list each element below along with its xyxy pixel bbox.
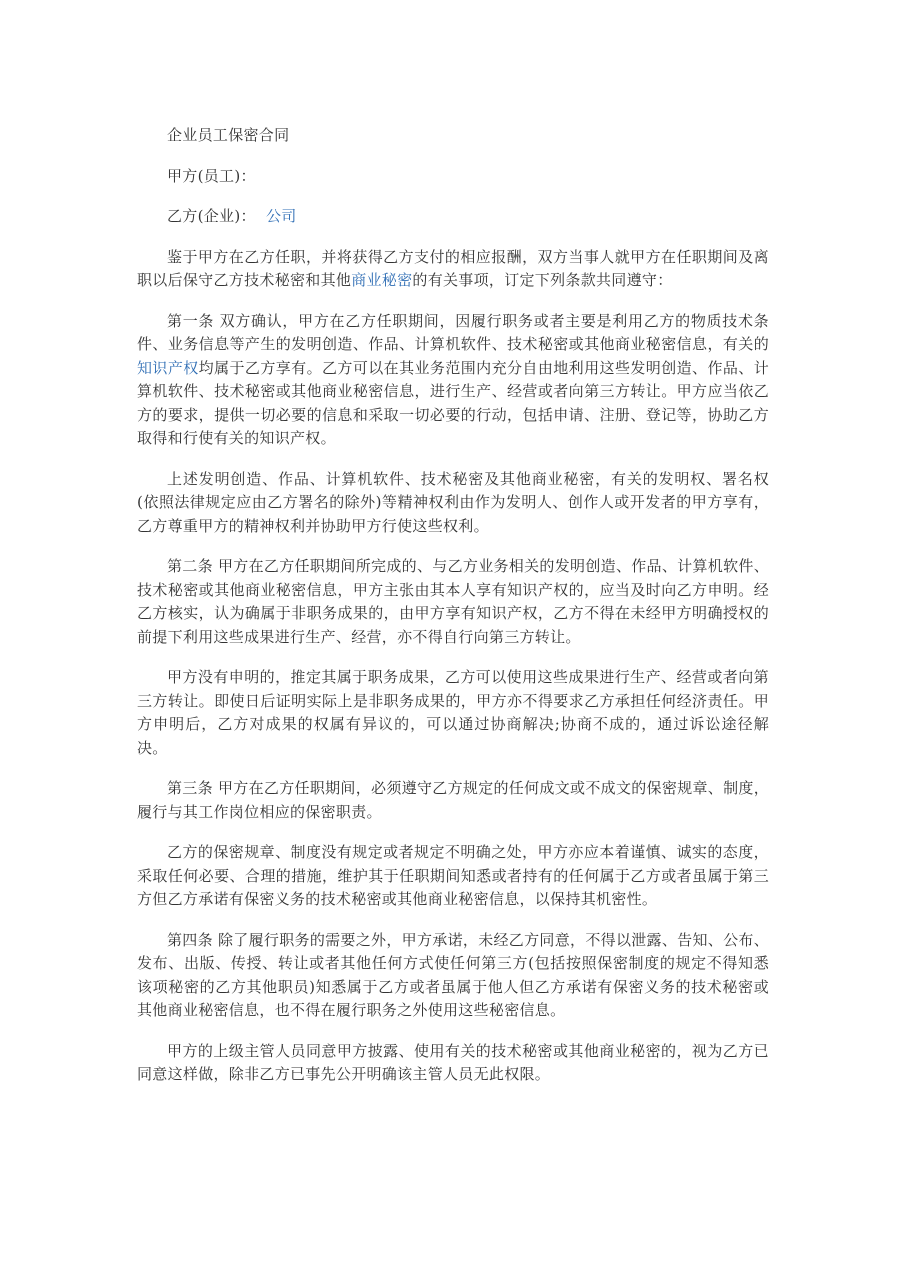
party-a-line: 甲方(员工)： <box>167 166 256 185</box>
undeclared-results-paragraph: 甲方没有申明的，推定其属于职务成果，乙方可以使用这些成果进行生产、经营或者向第三方转让。即使日后证明实际上是非职务成果的，甲方亦不得要求乙方承担任何经济责任。甲方申明后，乙方对成果的权属有异议的，可以通过协商解决;协商不成的，通过诉讼途径解决。 <box>137 668 769 757</box>
confidentiality-measures-paragraph: 乙方的保密规章、制度没有规定或者规定不明确之处，甲方亦应本着谨慎、诚实的态度，采取任何必要、合理的措施，维护其于任职期间知悉或者持有的任何属于乙方或者虽属于第三方但乙方承诺有保密义务的技术秘密或其他商业秘密信息，以保持其机密性。 <box>137 843 769 908</box>
supervisor-consent-paragraph: 甲方的上级主管人员同意甲方披露、使用有关的技术秘密或其他商业秘密的，视为乙方已同意这样做，除非乙方已事先公开明确该主管人员无此权限。 <box>137 1041 769 1083</box>
preamble-text-after: 的有关事项，订定下列条款共同遵守： <box>412 271 673 289</box>
article-1-text-after: 均属于乙方享有。乙方可以在其业务范围内充分自由地利用这些发明创造、作品、计算机软件、技术秘密或其他商业秘密信息，进行生产、经营或者向第三方转让。甲方应当依乙方的要求，提供一切必要的信息和采取一切必要的行动，包括申请、注册、登记等，协助乙方取得和行使有关的知识产权。 <box>137 358 769 447</box>
preamble-paragraph <box>137 246 769 293</box>
preamble-text-before: 鉴于甲方在乙方任职，并将获得乙方支付的相应报酬，双方当事人就甲方在任职期间及离职以后保守乙方技术秘密和其他 <box>137 247 769 289</box>
party-b-line <box>137 205 769 229</box>
document-title: 企业员工保密合同 <box>167 126 290 144</box>
article-1-text-before: 第一条 双方确认，甲方在乙方任职期间，因履行职务或者主要是利用乙方的物质技术条件、业务信息等产生的发明创造、作品、计算机软件、技术秘密或其他商业秘密信息，有关的 <box>137 311 769 353</box>
ip-rights-link[interactable]: 知识产权 <box>137 358 199 377</box>
party-b-label: 乙方(企业)： <box>167 207 256 225</box>
contract-document <box>137 124 769 1104</box>
trade-secret-link[interactable]: 商业秘密 <box>351 271 413 289</box>
article-3-paragraph: 第三条 甲方在乙方任职期间，必须遵守乙方规定的任何成文或不成文的保密规章、制度，履行与其工作岗位相应的保密职责。 <box>137 779 769 821</box>
article-4-paragraph: 第四条 除了履行职务的需要之外，甲方承诺，未经乙方同意，不得以泄露、告知、公布、发布、出版、传授、转让或者其他任何方式使任何第三方(包括按照保密制度的规定不得知悉该项秘密的乙方其他职员)知悉属于乙方或者虽属于他人但乙方承诺有保密义务的技术秘密或其他商业秘密信息，也不得在履行职务之外使用这些秘密信息。 <box>137 930 769 1019</box>
moral-rights-paragraph: 上述发明创造、作品、计算机软件、技术秘密及其他商业秘密，有关的发明权、署名权(依照法律规定应由乙方署名的除外)等精神权利由作为发明人、创作人或开发者的甲方享有，乙方尊重甲方的精神权利并协助甲方行使这些权利。 <box>137 469 769 535</box>
article-2-paragraph: 第二条 甲方在乙方任职期间所完成的、与乙方业务相关的发明创造、作品、计算机软件、技术秘密或其他商业秘密信息，甲方主张由其本人享有知识产权的，应当及时向乙方申明。经乙方核实，认为确属于非职务成果的，由甲方享有知识产权，乙方不得在未经甲方明确授权的前提下利用这些成果进行生产、经营，亦不得自行向第三方转让。 <box>137 557 769 646</box>
company-link[interactable]: 公司 <box>265 207 297 225</box>
article-1-paragraph <box>137 310 769 451</box>
